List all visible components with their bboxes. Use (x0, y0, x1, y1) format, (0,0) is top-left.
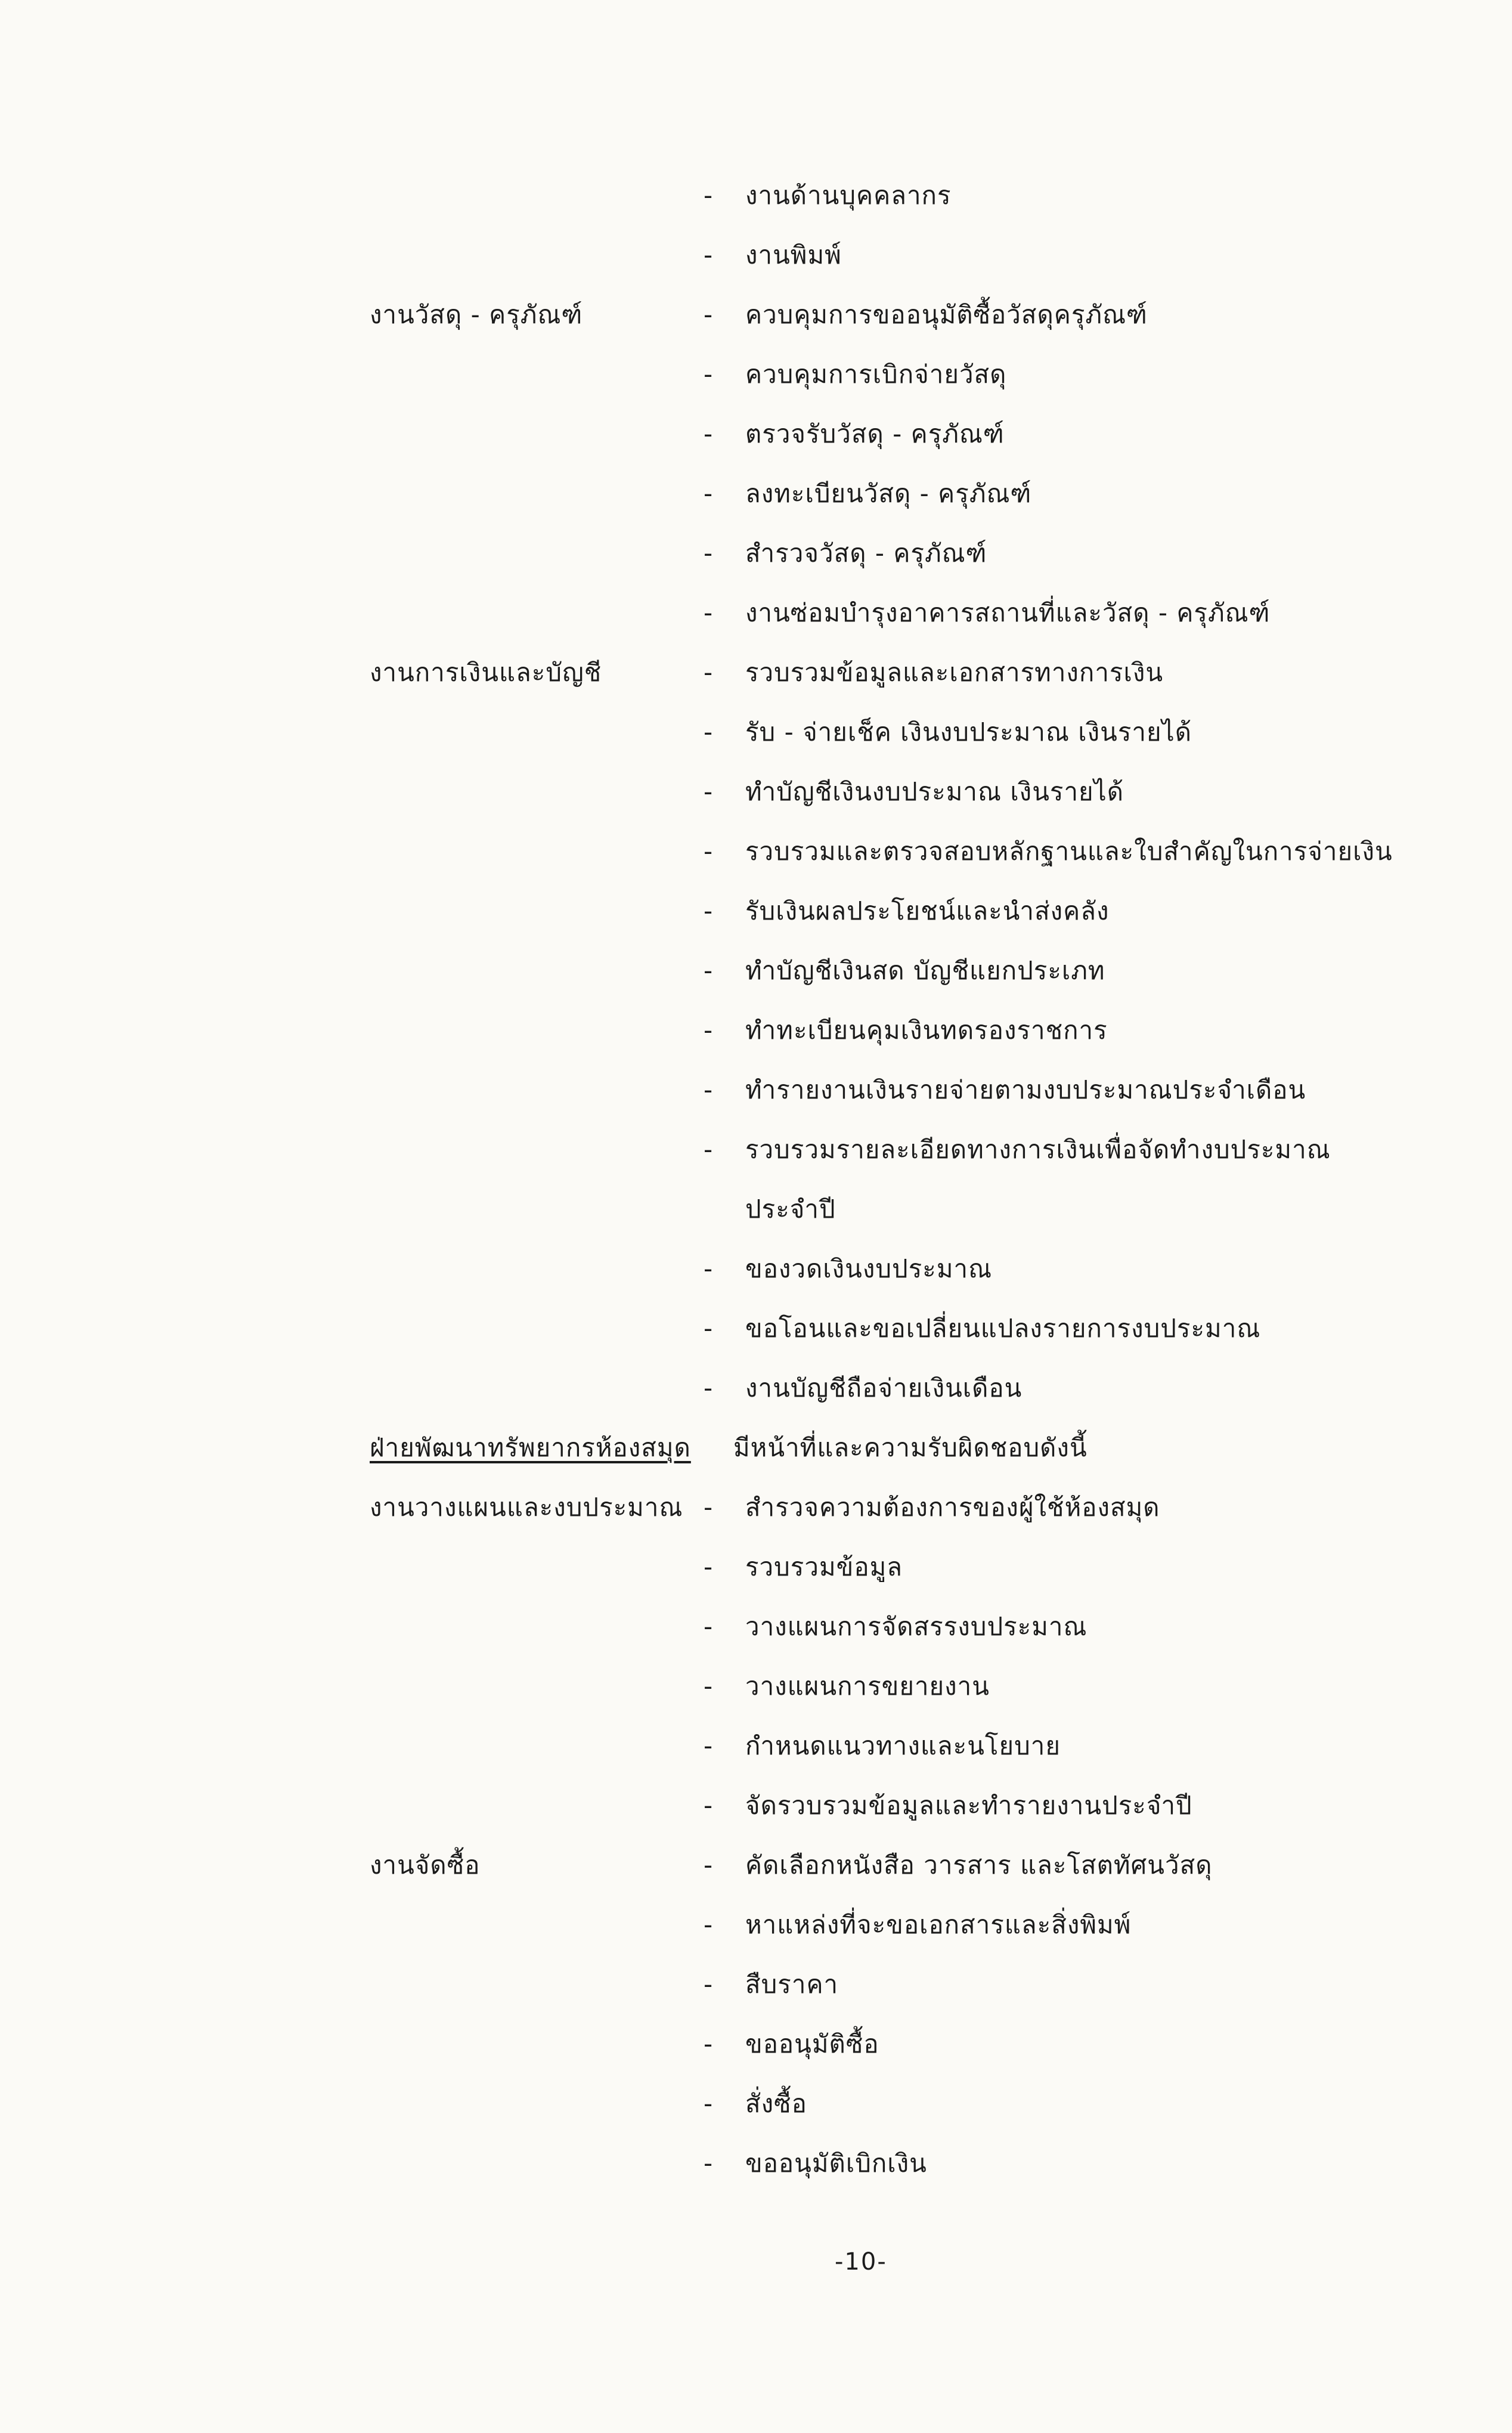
list-item: ควบคุมการขออนุมัติซื้อวัสดุครุภัณฑ์ (745, 300, 1148, 329)
bullet: - (704, 837, 714, 866)
list-item: สำรวจความต้องการของผู้ใช้ห้องสมุด (745, 1493, 1160, 1522)
list-item: กำหนดแนวทางและนโยบาย (745, 1731, 1061, 1760)
list-item: วางแผนการจัดสรรงบประมาณ (745, 1612, 1087, 1641)
bullet: - (704, 240, 714, 270)
list-item: คัดเลือกหนังสือ วารสาร และโสตทัศนวัสดุ (745, 1850, 1213, 1880)
list-item: รับเงินผลประโยชน์และนำส่งคลัง (745, 896, 1110, 925)
bullet: - (704, 1254, 714, 1283)
list-item: ตรวจรับวัสดุ - ครุภัณฑ์ (745, 419, 1005, 448)
bullet: - (704, 1135, 714, 1164)
section-label: งานการเงินและบัญชี (370, 658, 602, 687)
list-item: รับ - จ่ายเช็ค เงินงบประมาณ เงินรายได้ (745, 717, 1192, 747)
bullet: - (704, 956, 714, 985)
bullet: - (704, 1373, 714, 1403)
section-label: งานวางแผนและงบประมาณ (370, 1493, 683, 1522)
bullet: - (704, 1552, 714, 1581)
bullet: - (704, 419, 714, 448)
bullet: - (704, 2029, 714, 2059)
list-item: งานพิมพ์ (745, 240, 842, 270)
list-item: รวบรวมรายละเอียดทางการเงินเพื่อจัดทำงบประมาณ (745, 1135, 1331, 1164)
list-item: รวบรวมข้อมูล (745, 1552, 903, 1581)
bullet: - (704, 598, 714, 627)
list-item-continuation: ประจำปี (745, 1194, 836, 1224)
list-item: งานซ่อมบำรุงอาคารสถานที่และวัสดุ - ครุภัณฑ์ (745, 598, 1271, 627)
bullet: - (704, 300, 714, 329)
list-item: ทำบัญชีเงินงบประมาณ เงินรายได้ (745, 777, 1124, 806)
bullet: - (704, 1314, 714, 1343)
list-item: ขออนุมัติซื้อ (745, 2029, 879, 2059)
bullet: - (704, 1671, 714, 1701)
list-item: รวบรวมและตรวจสอบหลักฐานและใบสำคัญในการจ่ายเงิน (745, 837, 1393, 866)
bullet: - (704, 1016, 714, 1045)
bullet: - (704, 2089, 714, 2118)
bullet: - (704, 1493, 714, 1522)
list-item: วางแผนการขยายงาน (745, 1671, 990, 1701)
bullet: - (704, 1850, 714, 1880)
bullet: - (704, 1791, 714, 1820)
list-item: ควบคุมการเบิกจ่ายวัสดุ (745, 360, 1007, 389)
bullet: - (704, 360, 714, 389)
list-item: ทำทะเบียนคุมเงินทดรองราชการ (745, 1016, 1108, 1045)
list-item: สืบราคา (745, 1970, 839, 1999)
bullet: - (704, 538, 714, 568)
bullet: - (704, 717, 714, 747)
bullet: - (704, 896, 714, 925)
list-item: สำรวจวัสดุ - ครุภัณฑ์ (745, 538, 987, 568)
list-item: รวบรวมข้อมูลและเอกสารทางการเงิน (745, 658, 1164, 687)
list-item: งานบัญชีถือจ่ายเงินเดือน (745, 1373, 1023, 1403)
bullet: - (704, 777, 714, 806)
list-item: จัดรวบรวมข้อมูลและทำรายงานประจำปี (745, 1791, 1192, 1820)
bullet: - (704, 2149, 714, 2178)
section-label: งานจัดซื้อ (370, 1850, 481, 1880)
section-intro: มีหน้าที่และความรับผิดชอบดังนี้ (733, 1433, 1087, 1462)
bullet: - (704, 1910, 714, 1939)
bullet: - (704, 658, 714, 687)
section-label: งานวัสดุ - ครุภัณฑ์ (370, 300, 583, 329)
bullet: - (704, 1731, 714, 1760)
list-item: ทำรายงานเงินรายจ่ายตามงบประมาณประจำเดือน (745, 1075, 1306, 1104)
list-item: หาแหล่งที่จะขอเอกสารและสิ่งพิมพ์ (745, 1910, 1132, 1939)
bullet: - (704, 1075, 714, 1104)
list-item: ขอโอนและขอเปลี่ยนแปลงรายการงบประมาณ (745, 1314, 1261, 1343)
bullet: - (704, 1612, 714, 1641)
bullet: - (704, 479, 714, 508)
list-item: งานด้านบุคคลากร (745, 181, 952, 210)
list-item: ของวดเงินงบประมาณ (745, 1254, 993, 1283)
list-item: ขออนุมัติเบิกเงิน (745, 2149, 927, 2178)
page-number: -10- (835, 2248, 887, 2276)
section-heading: ฝ่ายพัฒนาทรัพยากรห้องสมุด (370, 1433, 691, 1462)
bullet: - (704, 181, 714, 210)
list-item: ทำบัญชีเงินสด บัญชีแยกประเภท (745, 956, 1105, 985)
list-item: ลงทะเบียนวัสดุ - ครุภัณฑ์ (745, 479, 1032, 508)
list-item: สั่งซื้อ (745, 2089, 807, 2118)
bullet: - (704, 1970, 714, 1999)
